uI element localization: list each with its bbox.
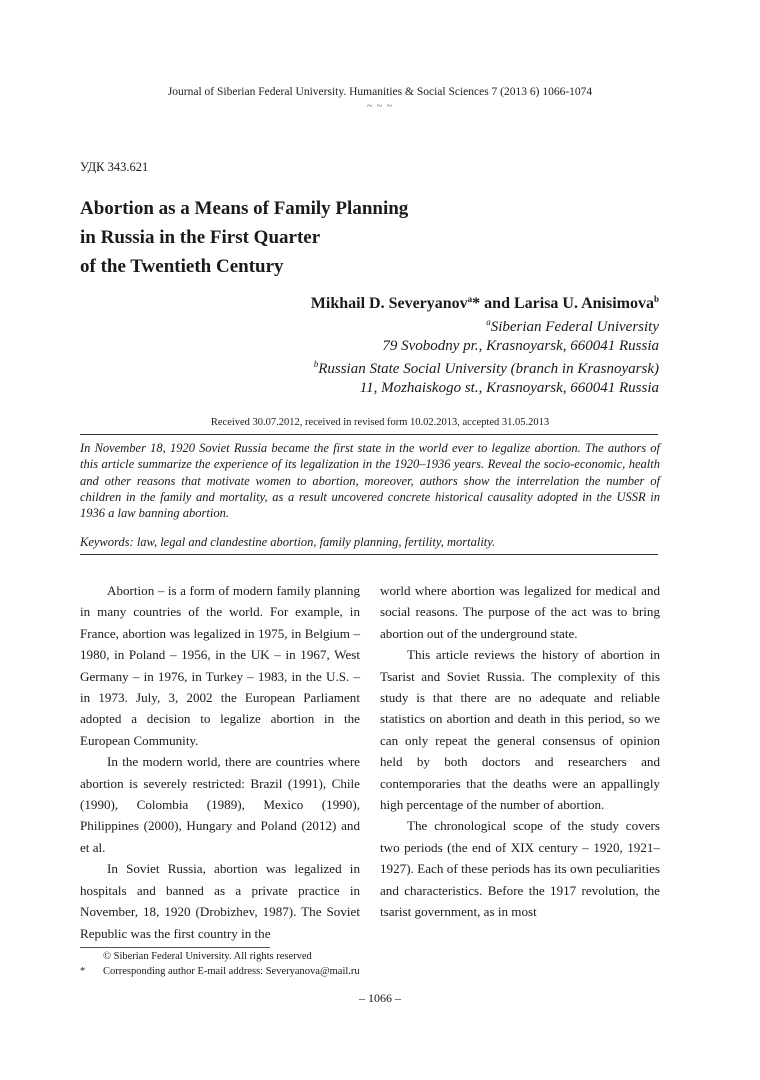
affiliation-b-text: Russian State Social University (branch in Krasnoyarsk) xyxy=(318,361,659,377)
abstract-bottom-rule xyxy=(80,554,658,555)
title-line-2: in Russia in the First Quarter xyxy=(80,227,321,248)
footnote-separator xyxy=(80,947,270,948)
author-line xyxy=(311,294,659,313)
body-column-right xyxy=(380,580,660,923)
udk-code: УДК 343.621 xyxy=(80,160,149,174)
author-1-name: Mikhail D. Severyanov xyxy=(310,295,468,312)
corresponding-author-email: Corresponding author E-mail address: Severyanova@mail.ru xyxy=(103,966,360,977)
copyright-footnote: © Siberian Federal University. All rights reserved xyxy=(103,951,312,962)
title-line-1: Abortion as a Means of Family Planning xyxy=(80,198,409,219)
abstract-top-rule xyxy=(80,434,658,435)
received-dates: Received 30.07.2012, received in revised form 10.02.2013, accepted 31.05.2013 xyxy=(210,417,550,428)
article-title xyxy=(80,194,640,281)
footnote-mark: * xyxy=(80,966,86,977)
author-connector: and xyxy=(480,295,514,312)
journal-header: Journal of Siberian Federal University. Humanities & Social Sciences 7 (2013 6) 1066-1074 xyxy=(167,86,593,98)
affiliation-a-name xyxy=(159,317,659,336)
body-paragraph: In Soviet Russia, abortion was legalized in hospitals and banned as a private practice in November, 18, 1920 (Drobizhev, 1987). The Soviet Republic was the first country in the xyxy=(80,861,360,941)
author-2-affiliation-mark: b xyxy=(653,294,659,304)
body-paragraph: Abortion – is a form of modern family planning in many countries of the world. For example, in France, abortion was legalized in 1975, in Belgium – 1980, in Poland – 1956, in the UK – in 1967, West Germany – in 1976, in Turkey – 1983, in the U.S. – in 1973. July, 3, 2002 the European Parliament adopted a decision to legalize abortion in the European Community. xyxy=(80,583,360,748)
affiliation-b-address: 11, Mozhaiskogo st., Krasnoyarsk, 660041 Russia xyxy=(359,380,659,396)
page-number: – 1066 – xyxy=(359,991,401,1005)
title-line-3: of the Twentieth Century xyxy=(80,256,284,277)
corresponding-author-footnote xyxy=(80,966,360,977)
body-paragraph: This article reviews the history of abortion in Tsarist and Soviet Russia. The complexity of this study is that there are no adequate and reliable statistics on abortion and death in this period, so we can only repeat the general consensus of opinion held by both doctors and researchers and contemporaries that the deaths were an appallingly high percentage of the number of abortion. xyxy=(380,647,660,813)
corresponding-asterisk: * xyxy=(472,295,481,312)
affiliation-b-mark: b xyxy=(313,359,319,369)
author-2-name: Larisa U. Anisimova xyxy=(513,295,654,312)
author-1-affiliation-mark: a xyxy=(467,294,473,304)
abstract: In November 18, 1920 Soviet Russia became the first state in the world ever to legalize abortion. The authors of this article summarize the experience of its legalization in the 1920–1936 years. Reveal the socio-economic, health and other reasons that motivate women to abortion, moreover, authors show the interrelation the number of children in the family and mortality, as a result uncovered concrete historical causality adopted in the USSR in 1936 a law banning abortion. xyxy=(80,441,660,521)
body-paragraph: In the modern world, there are countries where abortion is severely restricted: Brazil (1991), Chile (1990), Colombia (1989), Mexico (1990), Philippines (2000), Hungary and Poland (2012) and et al. xyxy=(80,754,360,855)
body-paragraph: The chronological scope of the study covers two periods (the end of XIX century – 1920, 1921–1927). Each of these periods has its own peculiarities and characteristics. Before the 1917 revolution, the tsarist government, as in most xyxy=(380,818,660,920)
body-column-left xyxy=(80,580,360,944)
affiliation-a-mark: a xyxy=(486,317,491,327)
keywords: Keywords: law, legal and clandestine abortion, family planning, fertility, mortality. xyxy=(80,535,496,549)
affiliation-a-address: 79 Svobodny pr., Krasnoyarsk, 660041 Russia xyxy=(382,338,659,354)
header-separator: ~ ~ ~ xyxy=(366,101,394,112)
affiliation-b-name xyxy=(159,359,659,378)
body-paragraph: world where abortion was legalized for medical and social reasons. The purpose of the act was to bring abortion out of the underground state. xyxy=(380,583,660,641)
affiliation-a-text: Siberian Federal University xyxy=(490,319,659,335)
